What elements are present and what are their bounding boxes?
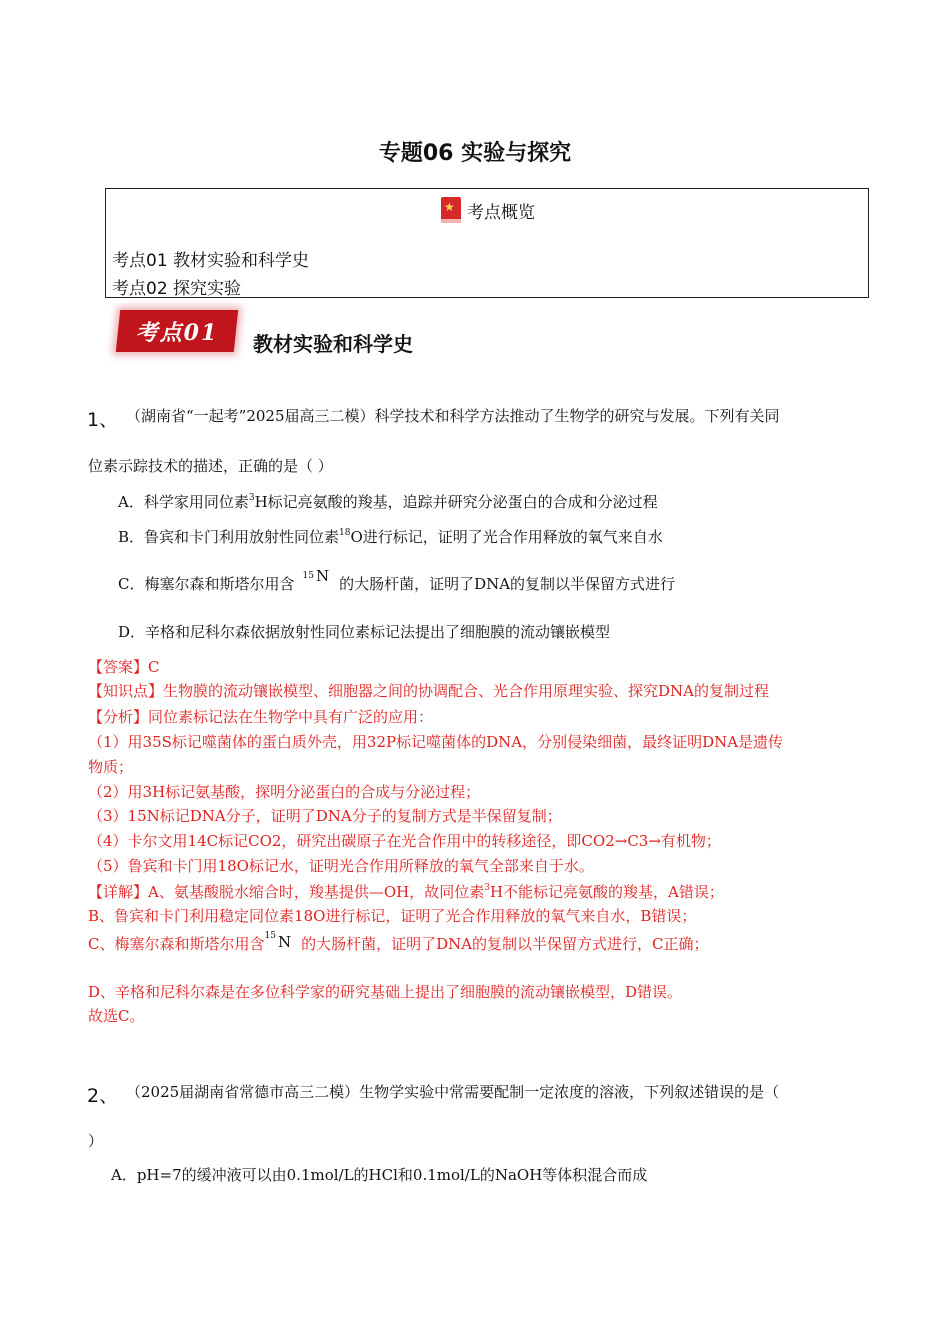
question-2-stem-line1: （2025届湖南省常德市高三二模）生物学实验中常需要配制一定浓度的溶液，下列叙述错误的是（: [126, 1083, 780, 1101]
overview-header: [106, 197, 870, 223]
detail-d: D、辛格和尼科尔森是在多位科学家的研究基础上提出了细胞膜的流动镶嵌模型，D错误。: [88, 983, 683, 1001]
analysis-2: （2）用3H标记氨基酸，探明分泌蛋白的合成与分泌过程；: [88, 783, 481, 801]
option-c-element: N: [315, 567, 330, 585]
answer: 【答案】C: [88, 658, 160, 676]
analysis-3: （3）15N标记DNA分子，证明了DNA分子的复制方式是半保留复制；: [88, 807, 562, 825]
question-2-stem-line2: ）: [88, 1132, 104, 1150]
analysis-1-line2: 物质；: [88, 758, 134, 776]
option-a-text-pre: A．科学家用同位素: [118, 493, 249, 511]
analysis-1-line1: （1）用35S标记噬菌体的蛋白质外壳，用32P标记噬菌体的DNA，分别侵染细菌，最终证明DNA是遗传: [88, 733, 784, 751]
overview-item-1: 考点01 教材实验和科学史: [112, 251, 310, 271]
analysis-5: （5）鲁宾和卡门用18O标记水，证明光合作用所释放的氧气全部来自于水。: [88, 857, 594, 875]
detail-c-pre: C、梅塞尔森和斯塔尔用含: [88, 935, 265, 953]
section-badge: [116, 310, 238, 352]
question-1-option-d: D．辛格和尼科尔森依据放射性同位素标记法提出了细胞膜的流动镶嵌模型: [118, 623, 611, 641]
option-a-text-post: H标记亮氨酸的羧基，追踪并研究分泌蛋白的合成和分泌过程: [254, 493, 658, 511]
option-c-superscript: 15: [302, 571, 314, 581]
detail-a: [88, 882, 724, 905]
question-1-stem-line1: （湖南省“一起考”2025届高三二模）科学技术和科学方法推动了生物学的研究与发展。下列有关同: [126, 407, 780, 425]
overview-box: [105, 188, 869, 298]
question-1-stem-line2: 位素示踪技术的描述，正确的是（ ）: [88, 457, 333, 475]
question-1-option-b: [118, 527, 663, 550]
question-1-option-c: [118, 567, 676, 597]
option-b-superscript: 18: [339, 528, 351, 538]
question-1-option-a: [118, 492, 658, 515]
detail-a-superscript: 3: [484, 883, 490, 893]
knowledge-points: 【知识点】生物膜的流动镶嵌模型、细胞器之间的协调配合、光合作用原理实验、探究DNA的复制过程: [88, 682, 769, 700]
overview-heading: 考点概览: [467, 202, 535, 223]
detail-b: B、鲁宾和卡门利用稳定同位素18O进行标记，证明了光合作用释放的氧气来自水，B错误；: [88, 907, 697, 925]
option-b-text-post: O进行标记，证明了光合作用释放的氧气来自水: [350, 528, 663, 546]
detail-c-post: 的大肠杆菌，证明了DNA的复制以半保留方式进行，C正确；: [301, 935, 709, 953]
conclusion: 故选C。: [88, 1007, 145, 1025]
analysis-heading: 【分析】同位素标记法在生物学中具有广泛的应用：: [88, 708, 434, 726]
overview-item-2: 考点02 探究实验: [112, 279, 242, 299]
option-b-text-pre: B．鲁宾和卡门利用放射性同位素: [118, 528, 340, 546]
analysis-4: （4）卡尔文用14C标记CO2，研究出碳原子在光合作用中的转移途径，即CO2→C3→有机物；: [88, 832, 721, 850]
question-2-option-a: A．pH=7的缓冲液可以由0.1mol/L的HCl和0.1mol/L的NaOH等体积混合而成: [111, 1166, 648, 1184]
detail-a-pre: 【详解】A、氨基酸脱水缩合时，羧基提供—OH，故同位素: [88, 883, 485, 901]
option-a-superscript: 3: [248, 493, 255, 503]
option-c-text-pre: C．梅塞尔森和斯塔尔用含: [118, 575, 295, 593]
option-c-text-post: 的大肠杆菌，证明了DNA的复制以半保留方式进行: [339, 575, 676, 593]
page-title: 专题06 实验与探究: [378, 141, 572, 166]
detail-a-post: H不能标记亮氨酸的羧基，A错误；: [489, 883, 724, 901]
detail-c-superscript: 15: [264, 931, 276, 941]
detail-c-element: N: [277, 933, 292, 951]
question-2-number: 2、: [87, 1085, 119, 1107]
book-icon: ★: [441, 197, 461, 223]
section-title: 教材实验和科学史: [253, 332, 413, 356]
question-1-number: 1、: [87, 409, 119, 431]
section-badge-text: 考点01: [135, 320, 219, 346]
detail-c: [88, 931, 709, 957]
